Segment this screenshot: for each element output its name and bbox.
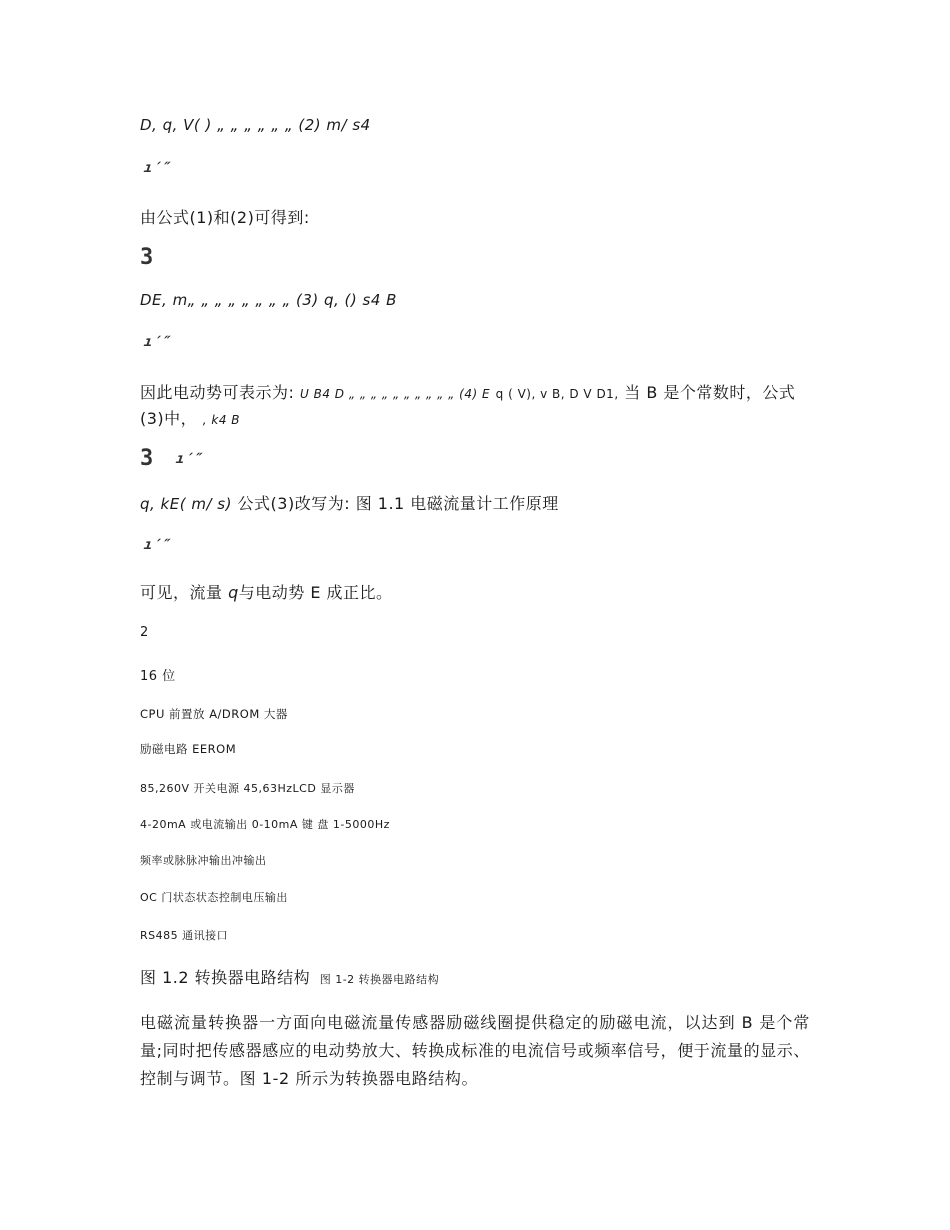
three-glyph-icon: 3 xyxy=(140,245,154,270)
emf-line-2 xyxy=(140,406,240,429)
diagram-label: RS485 通讯接口 xyxy=(140,929,229,942)
figure-caption-main: 图 1.2 转换器电路结构 xyxy=(140,968,311,987)
emf-k-term: , k4 B xyxy=(202,413,241,427)
emf-text-a: 因此电动势可表示为: xyxy=(140,383,295,402)
diagram-label: 16 位 xyxy=(140,669,176,684)
conclusion-line xyxy=(140,580,393,603)
diagram-label: 频率或脉脉冲输出冲输出 xyxy=(140,854,267,867)
v-glyph-icon: ı′″ xyxy=(142,537,171,553)
diagram-label: 励磁电路 EEROM xyxy=(140,742,237,756)
emf-text-d: 当 B 是个常数时，公式 xyxy=(624,383,796,402)
figure-caption-small: 图 1-2 转换器电路结构 xyxy=(319,973,440,986)
body-paragraph: 电磁流量转换器一方面向电磁流量传感器励磁线圈提供稳定的励磁电流，以达到 B 是个常量;同时把传感器感应的电动势放大、转换成标准的电流信号或频率信号，便于流量的显示、控制与调节。图 1-2 所示为转换器电路结构。 xyxy=(140,1013,810,1088)
intro-text: 由公式(1)和(2)可得到: xyxy=(140,208,310,227)
v-glyph-icon: ı′″ xyxy=(174,451,203,467)
diagram-label: OC 门状态状态控制电压输出 xyxy=(140,891,288,904)
diagram-label: 4-20mA 或电流输出 0-10mA 键 盘 1-5000Hz xyxy=(140,818,390,831)
emf-text-e: (3)中， xyxy=(140,409,198,428)
rewrite-equation: q, kE( m/ s) xyxy=(140,495,232,513)
rewrite-line xyxy=(140,491,559,514)
rewrite-text: 公式(3)改写为: 图 1.1 电磁流量计工作原理 xyxy=(237,494,559,513)
figure-caption xyxy=(140,965,439,988)
equation-3: DE, m„ „ „ „ „ „ „ „ (3) q, () s4 B xyxy=(140,291,397,309)
conclusion-q: q xyxy=(228,583,239,602)
diagram-label: 85,260V 开关电源 45,63HzLCD 显示器 xyxy=(140,782,355,795)
emf-equation-rest: q ( V), v B, D V D1, xyxy=(495,387,619,401)
v-glyph-icon: ı′″ xyxy=(142,160,171,176)
emf-equation: U B4 D „ „ „ „ „ „ „ „ „ „ (4) E xyxy=(300,387,491,401)
diagram-label: 2 xyxy=(140,625,149,640)
three-glyph-icon: 3 xyxy=(140,446,154,471)
v-glyph-icon: ı′″ xyxy=(142,334,171,350)
equation-2: D, q, V( ) „ „ „ „ „ „ (2) m/ s4 xyxy=(140,116,371,134)
diagram-label: CPU 前置放 A/DROM 大器 xyxy=(140,707,288,721)
conclusion-text-a: 可见，流量 xyxy=(140,583,223,602)
conclusion-text-b: 与电动势 E 成正比。 xyxy=(238,583,393,602)
emf-line xyxy=(140,380,795,403)
